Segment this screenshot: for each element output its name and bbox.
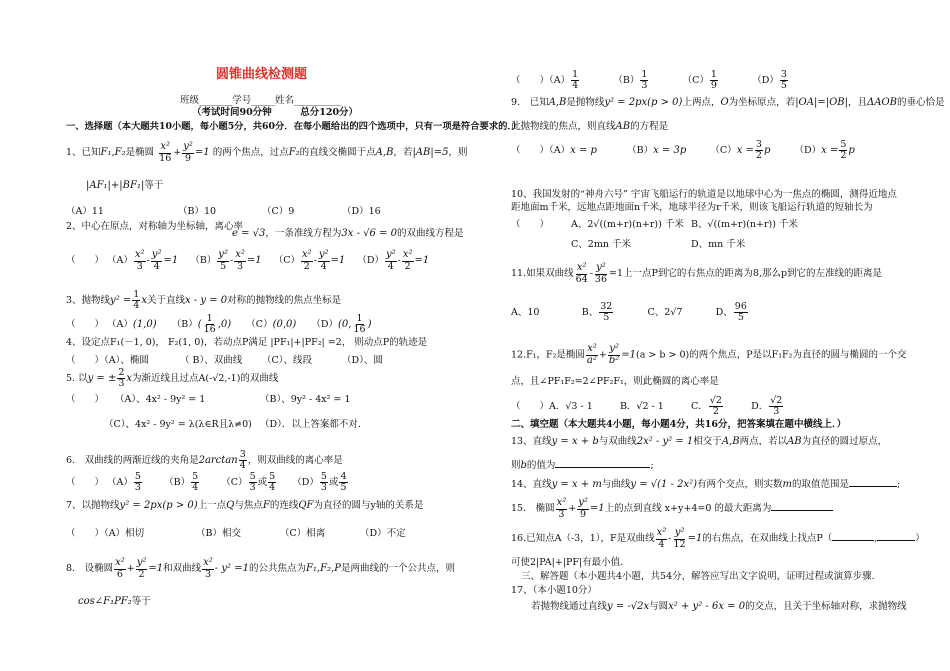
fraction: $\frac{\text{x²}}{2}$ (402, 249, 413, 272)
q4-option-c: （C）、线段 (262, 355, 313, 366)
page-title: 圆锥曲线检测题 (216, 67, 308, 82)
question-1-cont: |AF₁|+|BF₁|等于 (86, 180, 164, 191)
q10-option-b: B、√((m+r)(n+r)) 千米 (691, 219, 798, 230)
section3-heading: 三、解答题（本小题共4小题，共54分，解答应写出文字说明，证明过程或演算步骤. (521, 571, 875, 582)
question-12-options: （ ）A．√3 - 1 B．√2 - 1 C． $\frac{√2}{2}$ D． $\frac{√2}{3}$ (511, 395, 783, 417)
question-2-options: （ ） （A） $\frac{\text{x²}}{3}$ - $\frac{\text{y²}}{4}$ =1 （B） $\frac{\text{y²}}{5}$ - $\frac{\text{x²}}{3}$ =1 （C） $\frac{\text{x²}}{2}$ - $\frac{\text{y²}}{4}$ =1 （D） $\frac{\text{y²}}{4}$ - $\frac{\text{x²}}{2}$ =1 (66, 249, 430, 272)
q10-option-d: D、mn 千米 (691, 239, 746, 250)
q10-option-a: A、2√((m+r)(n+r)) 千米 (571, 219, 684, 230)
fraction: $\frac{\text{x²}}{3}$ (235, 249, 245, 272)
fraction: $\frac{5}{4}$ (192, 471, 199, 493)
fraction: $\frac{√2}{3}$ (770, 395, 783, 417)
fraction: $\frac{\text{y²}}{9}$ (578, 497, 588, 520)
question-3-options: （ ） （A）(1,0) （B）( $\frac{1}{16}$ ,0) （C）(0,0) （D）(0, $\frac{1}{16}$ ) (66, 313, 372, 335)
question-5: 5. 以y = ± $\frac{2}{3}$ x为渐近线且过点A(-√2,-1)的双曲线 (66, 367, 279, 389)
student-info: 班级_______学号_____姓名__________ (180, 95, 342, 106)
question-10: 10、我国发射的“神舟六号” 宇宙飞船运行的轨道是以地球中心为一焦点的椭圆，测得近地点 (511, 189, 897, 200)
fraction: $\frac{3}{4}$ (239, 449, 246, 471)
question-6-options: （ ） （A） $\frac{5}{3}$ （B） $\frac{5}{4}$ （C） $\frac{5}{3}$ 或 $\frac{5}{4}$ （D） $\frac{5}{3}$ 或 $\frac{4}{5}$ (66, 471, 347, 493)
fraction: $\frac{√2}{2}$ (709, 395, 722, 417)
fraction: $\frac{\text{x²}}{3}$ (556, 497, 567, 520)
fraction: $\frac{\text{y²}}{36}$ (594, 262, 608, 285)
q1-option-b: （B）10 (178, 206, 217, 217)
q5-option-d: （D）．以上答案都不对. (260, 419, 361, 430)
fraction: $\frac{32}{5}$ (600, 301, 613, 323)
q10-paren: （ ） (511, 219, 550, 230)
question-16-cont: 可使2|PA|+|PF|有最小值. (511, 557, 624, 568)
question-6: 6. 双曲线的两渐近线的夹角是2arctan $\frac{3}{4}$ ，则双曲线的离心率是 (66, 449, 343, 471)
fraction: $\frac{5}{3}$ (320, 471, 327, 493)
fraction: $\frac{1}{16}$ (353, 313, 366, 335)
fraction: $\frac{\text{x²}}{3}$ (203, 557, 213, 580)
fraction: $\frac{\text{y²}}{5}$ (218, 249, 228, 272)
right-column (475, 0, 950, 671)
q7-option-c: （C）相离 (280, 528, 326, 539)
fraction: $\frac{\text{x²}}{4}$ (656, 527, 667, 550)
fraction: $\frac{\text{y²}}{4}$ (385, 249, 396, 272)
q1-option-d: （D）16 (342, 206, 381, 217)
question-8-cont: cos∠F₁PF₂等于 (78, 596, 151, 607)
fraction: $\frac{5}{3}$ (249, 471, 256, 493)
question-12: 12.F₁，F₂是椭圆 $\frac{\text{x²}}{\text{a²}}$ + $\frac{\text{y²}}{\text{b²}}$ =1(a > b > 0)的两个焦点，P是以F₁F₂为直径的圆与椭圆的一个交 (511, 343, 907, 366)
question-9-cont: 此抛物线的焦点，则直线AB的方程是 (511, 121, 669, 132)
fraction: $\frac{5}{3}$ (134, 471, 141, 493)
fraction: $\frac{\text{y²}}{4}$ (151, 249, 162, 272)
question-9-options: （ ）（A）x = p （B）x = 3p （C）x = $\frac{3}{2}$ p （D）x = $\frac{5}{2}$ p (511, 139, 855, 161)
fraction: $\frac{\text{y²}}{2}$ (136, 557, 147, 580)
q4-option-b: （ B）、双曲线 (180, 355, 243, 366)
question-11-options: A、10 B、 $\frac{32}{5}$ C、2√7 D、 $\frac{96}{5}$ (511, 301, 747, 323)
fraction: $\frac{\text{x²}}{\text{a²}}$ (586, 343, 597, 366)
fraction: $\frac{1}{4}$ (133, 289, 140, 311)
fraction: $\frac{\text{x²}}{6}$ (115, 557, 125, 580)
q8-options: （ ）（A） $\frac{1}{4}$ （B） $\frac{1}{3}$ （C） $\frac{1}{9}$ （D） $\frac{3}{5}$ (511, 69, 787, 91)
question-1: 1、已知F₁,F₂是椭圆 $\frac{\text{x²}}{16}$ + $\frac{\text{y²}}{9}$ =1 的两个焦点，过点F₂的直线交椭圆于点A,B，若|AB|=5，则 (66, 141, 468, 164)
fraction: $\frac{5}{4}$ (269, 471, 276, 493)
question-7: 7、以抛物线y² = 2px(p > 0)上一点Q与焦点F的连线QF为直径的圆与y轴的关系是 (66, 500, 424, 511)
fraction: $\frac{1}{9}$ (710, 69, 717, 91)
fraction: $\frac{1}{3}$ (641, 69, 648, 91)
answer-blank[interactable] (555, 458, 650, 468)
q4-option-d: （D）、圆 (342, 355, 383, 366)
q4-option-a: （ ）（A）、椭圆 (66, 355, 149, 366)
question-14: 14、直线y = x + m与曲线y = √(1 - 2x²)有两个交点，则实数m的取值范围是 ; (511, 479, 901, 490)
question-4: 4、设定点F₁(－1, 0)， F₂(1, 0)，若动点P满足 |PF₁|+|PF₂| =2， 则动点P的轨迹是 (66, 337, 428, 348)
question-2-ecc: e = √3，一条准线方程为3x - √6 = 0的双曲线方程是 (232, 228, 464, 239)
fraction: $\frac{\text{y²}}{9}$ (183, 141, 193, 164)
section1-heading: 一、选择题（本大题共10小题，每小题5分，共60分．在每小题给出的四个选项中，只有一项是符合要求的．） (66, 121, 522, 132)
question-9: 9. 已知A,B是抛物线y² = 2px(p > 0)上两点，O为坐标原点，若|OA|=|OB|，且ΔAOB的垂心恰是 (511, 97, 945, 108)
q5-option-c: （C）、4x² - 9y² = λ(λ∈R且λ≠0) (104, 419, 252, 430)
fraction: $\frac{\text{y²}}{12}$ (673, 527, 686, 550)
fraction: $\frac{3}{5}$ (780, 69, 787, 91)
q1-option-a: （A）11 (66, 206, 104, 217)
fraction: $\frac{5}{2}$ (840, 139, 847, 161)
question-17-body: 若抛物线通过直线y = -√2x与圆x² + y² - 6x = 0的交点，且关于坐标轴对称，求抛物线 (531, 601, 907, 612)
fraction: $\frac{2}{3}$ (118, 367, 125, 389)
q5-option-a: （A）、4x² - 9y² = 1 (115, 394, 206, 405)
question-10-cont: 距地面m千米，远地点距地面n千米，地球半径为r千米，则该飞船运行轨道的短轴长为 (511, 202, 873, 213)
answer-blank-x[interactable] (832, 531, 874, 541)
q1-option-c: （C）9 (262, 206, 295, 217)
question-13: 13、直线y = x + b与双曲线2x² - y² = 1相交于A,B两点，若以AB为直径的圆过原点， (511, 436, 888, 447)
section2-heading: 二、填空题（本大题共4小题，每小题4分，共16分，把答案填在题中横线上．） (511, 419, 847, 430)
fraction: $\frac{\text{x²}}{2}$ (301, 249, 312, 272)
question-12-cont: 点，且∠PF₁F₂=2∠PF₂F₁，则此椭圆的离心率是 (511, 376, 719, 387)
fraction: $\frac{\text{x²}}{3}$ (134, 249, 145, 272)
exam-meta: （考试时间90分钟 总分120分） (192, 107, 359, 118)
answer-blank[interactable] (849, 477, 897, 487)
question-17: 17、（本小题10分） (511, 585, 597, 596)
q7-option-a: （ ）（A）相切 (66, 528, 145, 539)
fraction: $\frac{\text{y²}}{4}$ (318, 249, 329, 272)
fraction: $\frac{1}{4}$ (572, 69, 579, 91)
answer-blank-y[interactable] (877, 531, 915, 541)
question-13-cont: 则b的值为 ; (511, 460, 654, 471)
question-15: 15. 椭圆 $\frac{\text{x²}}{3}$ + $\frac{\text{y²}}{9}$ =1上的点到直线 x+y+4=0 的最大距离为 (511, 498, 833, 519)
question-3: 3、抛物线y² = $\frac{1}{4}$ x关于直线x - y = 0对称的抛物线的焦点坐标是 (66, 289, 342, 311)
q10-option-c: C、2mn 千米 (571, 239, 631, 250)
fraction: $\frac{1}{16}$ (203, 313, 216, 335)
question-8: 8. 设椭圆 $\frac{\text{x²}}{6}$ + $\frac{\text{y²}}{2}$ =1和双曲线 $\frac{\text{x²}}{3}$ - y² =1的公共焦点为F₁,F₂,P是两曲线的一个公共点，则 (66, 557, 455, 580)
answer-blank[interactable] (771, 501, 833, 511)
question-11: 11.如果双曲线 $\frac{\text{x²}}{64}$ - $\frac{\text{y²}}{36}$ =1上一点P到它的右焦点的距离为8,那么p到它的左准线的距离是 (511, 262, 883, 285)
fraction: $\frac{\text{y²}}{\text{b²}}$ (608, 343, 620, 366)
q7-option-b: （B）相交 (196, 528, 241, 539)
q5-paren: （ ） (66, 394, 105, 405)
fraction: $\frac{4}{5}$ (340, 471, 347, 493)
question-2: 2、中心在原点，对称轴为坐标轴，离心率 (66, 221, 244, 232)
fraction: $\frac{\text{x²}}{64}$ (575, 262, 588, 285)
q5-option-b: （B）、9y² - 4x² = 1 (260, 394, 351, 405)
fraction: $\frac{3}{2}$ (755, 139, 762, 161)
fraction: $\frac{96}{5}$ (734, 301, 747, 323)
question-16: 16.已知点A（-3，1），F是双曲线 $\frac{\text{x²}}{4}$ - $\frac{\text{y²}}{12}$ =1的右焦点，在双曲线上找点P（ , ） (511, 527, 925, 550)
q7-option-d: （D）不定 (360, 528, 406, 539)
fraction: $\frac{\text{x²}}{16}$ (159, 141, 172, 164)
